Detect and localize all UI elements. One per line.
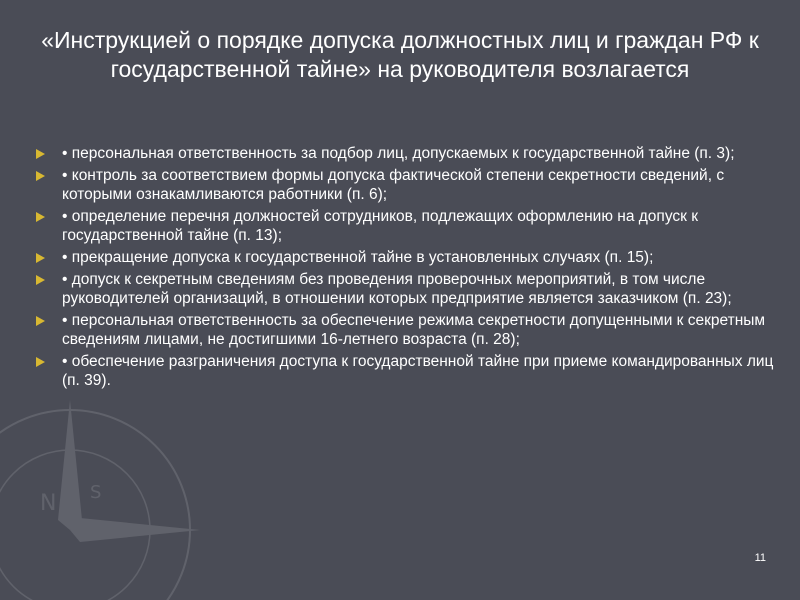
list-item	[36, 207, 776, 245]
arrow-right-icon	[36, 316, 45, 326]
arrow-right-icon	[36, 253, 45, 263]
bullet-text: • определение перечня должностей сотрудников, подлежащих оформлению на допуск к государственной тайне (п. 13);	[62, 208, 699, 244]
arrow-right-icon	[36, 149, 45, 159]
bullet-list	[36, 144, 776, 393]
bullet-text: • контроль за соответствием формы допуска фактической степени секретности сведений, с которыми ознакамливаются работники (п. 6);	[62, 167, 725, 203]
bullet-text: • персональная ответственность за обеспечение режима секретности допущенными к секретным сведениям лицами, не достигшими 16-летнего возраста (п. 28);	[62, 312, 766, 348]
arrow-right-icon	[36, 357, 45, 367]
slide-title: «Инструкцией о порядке допуска должностных лиц и граждан РФ к государственной тайне» на руководителя возлагается	[41, 27, 759, 82]
list-item	[36, 166, 776, 204]
list-item	[36, 248, 776, 267]
bullet-text: • обеспечение разграничения доступа к государственной тайне при приеме командированных лиц (п. 39).	[62, 353, 774, 389]
svg-text:S: S	[90, 482, 102, 503]
bullet-text: • допуск к секретным сведениям без проведения проверочных мероприятий, в том числе руководителей организаций, в отношении которых предприятие является заказчиком (п. 23);	[62, 271, 732, 307]
arrow-right-icon	[36, 171, 45, 181]
compass-watermark	[0, 380, 260, 600]
list-item	[36, 311, 776, 349]
bullet-text: • прекращение допуска к государственной тайне в установленных случаях (п. 15);	[62, 249, 654, 266]
arrow-right-icon	[36, 275, 45, 285]
bullet-text: • персональная ответственность за подбор лиц, допускаемых к государственной тайне (п. 3);	[62, 145, 735, 162]
list-item	[36, 352, 776, 390]
page-number: 11	[754, 552, 766, 564]
list-item	[36, 270, 776, 308]
svg-text:N: N	[40, 491, 57, 516]
list-item	[36, 144, 776, 163]
arrow-right-icon	[36, 212, 45, 222]
